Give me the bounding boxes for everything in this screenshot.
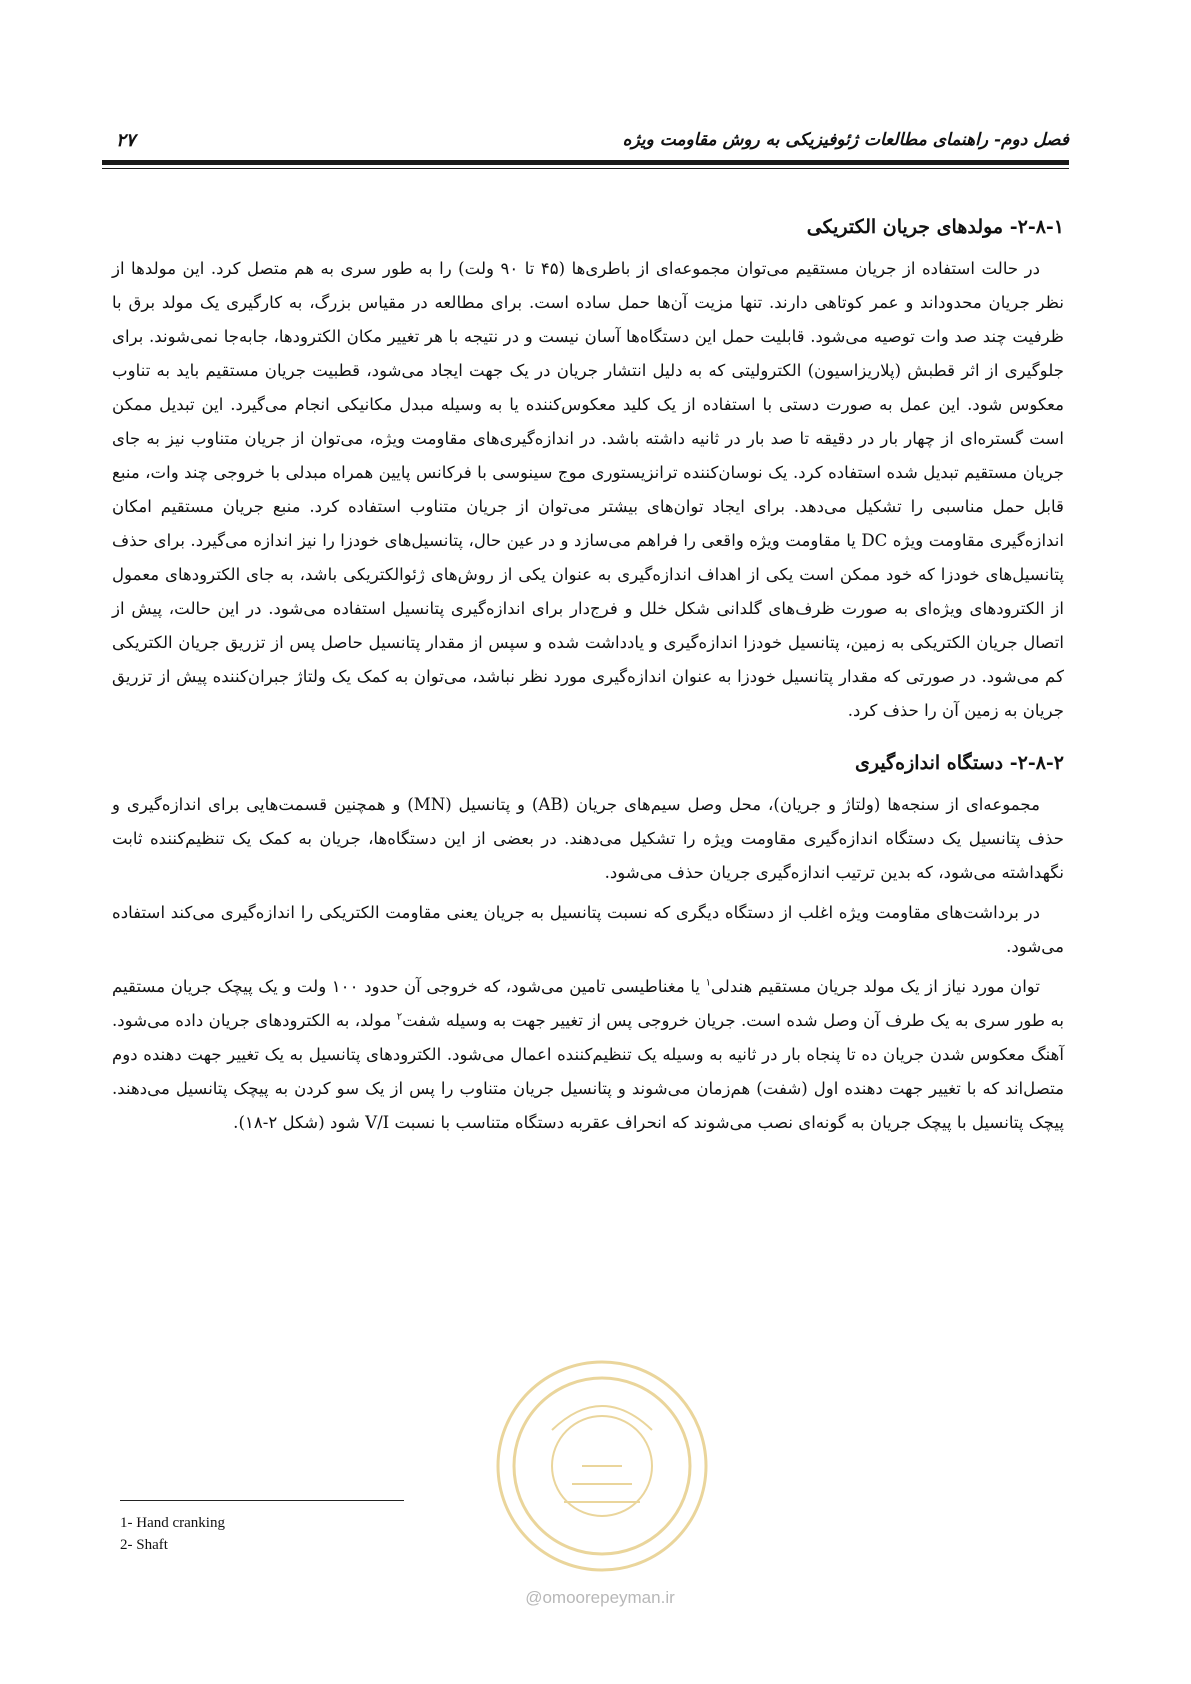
chapter-title: فصل دوم- راهنمای مطالعات ژئوفیزیکی به روش مقاومت ویژه [622, 130, 1069, 150]
footnote-rule [120, 1500, 404, 1501]
running-header [102, 128, 1069, 158]
paragraph: در برداشت‌های مقاومت ویژه اغلب از دستگاه دیگری که نسبت پتانسیل به جریان یعنی مقاومت الکتریکی را اندازه‌گیری می‌کند استفاده می‌شود. [112, 903, 1064, 956]
footnote-1: 1- Hand cranking [120, 1515, 225, 1531]
footnote-2: 2- Shaft [120, 1537, 168, 1553]
page-number: ۲۷ [116, 130, 136, 151]
footnote-ref-1: ۱ [705, 977, 711, 989]
section-heading-2-8-1: ۲-۸-۱- مولدهای جریان الکتریکی [806, 216, 1064, 238]
paragraph: در حالت استفاده از جریان مستقیم می‌توان مجموعه‌ای از باطری‌ها (۴۵ تا ۹۰ ولت) را به طور سری به هم متصل کرد. این مولدها از نظر جریان محدوداند و عمر کوتاهی دارند. تنها مزیت آن‌ها حمل ساده است. برای مطالعه در مقیاس بزرگ، به کارگیری یک مولد برق با ظرفیت چند صد وات توصیه می‌شود. قابلیت حمل این دستگاه‌ها آسان نیست و در نتیجه با هر تغییر مکان الکترودها، جابه‌جا نمی‌شوند. برای جلوگیری از اثر قطبش (پلاریزاسیون) الکترولیتی که به دلیل انتشار جریان در یک جهت ایجاد می‌شود، قطبیت جریان مستقیم باید به تناوب معکوس شود. این عمل به صورت دستی با استفاده از یک کلید معکوس‌کننده یا به وسیله مبدل مکانیکی انجام می‌گیرد. این تبدیل ممکن است گستره‌ای از چهار بار در دقیقه تا صد بار در ثانیه داشته باشد. در اندازه‌گیری‌های مقاومت ویژه، می‌توان از جریان متناوب نیز به جای جریان مستقیم تبدیل شده استفاده کرد. یک نوسان‌کننده ترانزیستوری موج سینوسی با فرکانس پایین همراه مبدلی با خروجی چند وات، منبع قابل حمل مناسبی را تشکیل می‌دهد. برای ایجاد توان‌های بیشتر می‌توان از جریان متناوب استفاده کرد. منبع جریان مستقیم امکان اندازه‌گیری مقاومت ویژه DC یا مقاومت ویژه واقعی را فراهم می‌سازد و در عین حال، پتانسیل‌های خودزا را نیز اندازه می‌گیرد. برای حذف پتانسیل‌های خودزا که خود ممکن است یکی از اهداف اندازه‌گیری به عنوان یکی از روش‌های ژئوالکتریکی باشد، به جای الکترودهای معمول از الکترودهای ویژه‌ای به صورت ظرف‌های گلدانی شکل خلل و فرج‌دار برای اندازه‌گیری پتانسیل استفاده می‌شود. در این حالت، پیش از اتصال جریان الکتریکی به زمین، پتانسیل خودزا اندازه‌گیری و یادداشت شده و سپس از مقدار پتانسیل حاصل پس از تزریق جریان الکتریکی کم می‌شود. در صورتی که مقدار پتانسیل خودزا به عنوان اندازه‌گیری مورد نظر نباشد، می‌توان به کمک یک ولتاژ جبران‌کننده پیش از تزریق جریان به زمین آن را حذف کرد. [112, 259, 1064, 720]
paragraph-with-footnotes [112, 970, 1064, 1140]
paragraph-text: توان مورد نیاز از یک مولد جریان مستقیم هندلی [710, 977, 1040, 996]
watermark-text: @omoorepeyman.ir [525, 1588, 675, 1607]
seal-watermark-icon [492, 1352, 712, 1580]
header-rule-thin [102, 168, 1069, 169]
body-text [112, 210, 1064, 1140]
section-heading-2-8-2: ۲-۸-۲- دستگاه اندازه‌گیری [855, 752, 1064, 774]
paragraph-text: مولد، به الکترودهای جریان داده می‌شود. آهنگ معکوس شدن جریان ده تا پنجاه بار در ثانیه به وسیله یک تنظیم‌کننده اعمال می‌شود. الکترودهای پتانسیل به یک تغییر جهت دهنده دوم متصل‌اند که با تغییر جهت دهنده اول (شفت) هم‌زمان می‌شوند و پتانسیل جریان متناوب را پس از یک سو کردن به پیچک پتانسیل می‌دهند. پیچک پتانسیل با پیچک جریان به گونه‌ای نصب می‌شوند که انحراف عقربه دستگاه متناسب با نسبت V/I شود (شکل ۲-۱۸). [112, 1011, 1064, 1132]
header-rule-thick [102, 160, 1069, 165]
paragraph: مجموعه‌ای از سنجه‌ها (ولتاژ و جریان)، محل وصل سیم‌های جریان (AB) و پتانسیل (MN) و همچنین قسمت‌هایی برای اندازه‌گیری و حذف پتانسیل یک دستگاه اندازه‌گیری مقاومت ویژه را تشکیل می‌دهند. در بعضی از این دستگاه‌ها، جریان به کمک یک تنظیم‌کننده ثابت نگهداشته می‌شود، که بدین ترتیب اندازه‌گیری جریان حذف می‌شود. [112, 795, 1064, 882]
footnote-ref-2: ۲ [396, 1011, 403, 1023]
footnotes [120, 1512, 520, 1556]
paragraph-text: یا مغناطیسی تامین می‌شود، که خروجی آن حدود ۱۰۰ ولت و یک پیچک جریان مستقیم به طور سری به یک طرف آن وصل شده است. جریان خروجی پس از تغییر جهت به وسیله شفت [112, 977, 1065, 1030]
